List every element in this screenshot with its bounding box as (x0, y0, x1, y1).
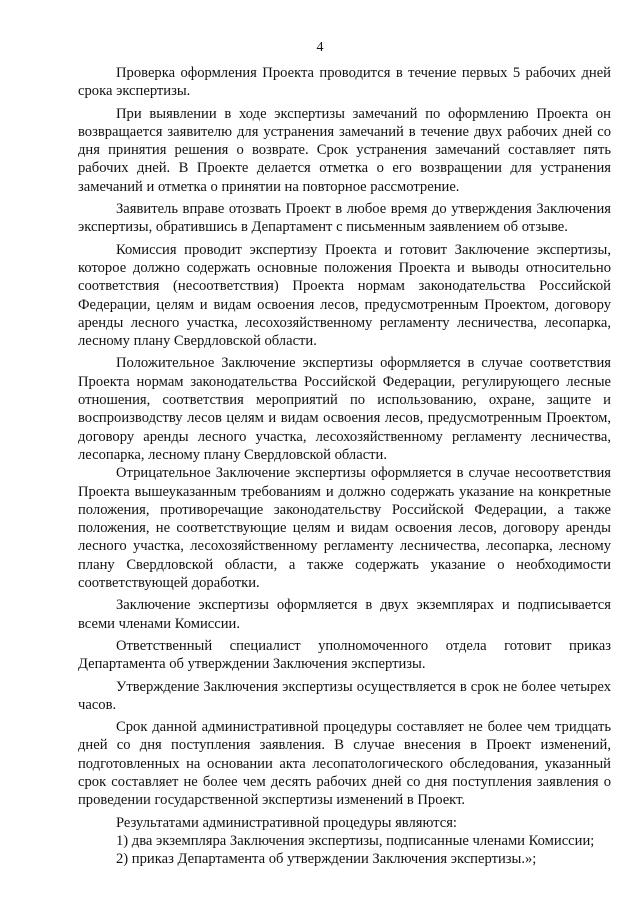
paragraph-withdrawal: Заявитель вправе отозвать Проект в любое время до утверждения Заключения экспертизы, обратившись в Департамент с письменным заявлением об отзыве. (78, 201, 611, 236)
list-item-result-1: 1) два экземпляра Заключения экспертизы, подписанные членами Комиссии; (116, 832, 595, 849)
paragraph-review-format: Проверка оформления Проекта проводится в течение первых 5 рабочих дней срока экспертизы. (78, 65, 611, 100)
paragraph-return-for-remarks: При выявлении в ходе экспертизы замечаний по оформлению Проекта он возвращается заявителю для устранения замечаний в течение двух рабочих дней со дня принятия решения о возврате. Срок устранения замечаний составляет пять рабочих дней. В Проекте делается отметка о его возвращении для устранения замечаний и отметка о принятии на повторное рассмотрение. (78, 105, 611, 195)
document-body (78, 64, 611, 868)
paragraph-results-intro: Результатами административной процедуры являются: (116, 814, 457, 831)
paragraph-procedure-term: Срок данной административной процедуры составляет не более чем тридцать дней со дня поступления заявления. В случае внесения в Проект изменений, подготовленных на основании акта лесопатологического обследования, указанный срок составляет не более чем десять рабочих дней со дня поступления заявления о проведении государственной экспертизы изменений в Проект. (78, 719, 611, 809)
paragraph-approval-term: Утверждение Заключения экспертизы осуществляется в срок не более четырех часов. (78, 678, 611, 713)
paragraph-positive-conclusion: Положительное Заключение экспертизы оформляется в случае соответствия Проекта нормам законодательства Российской Федерации, регулирующего лесные отношения, соответствия мероприятий по использованию, охране, защите и воспроизводству лесов целям и видам освоения лесов, предусмотренным Проектом, договору аренды лесного участка, лесохозяйственному регламенту лесничества, лесопарка, лесному плану Свердловской области. (78, 355, 611, 463)
paragraph-negative-conclusion: Отрицательное Заключение экспертизы оформляется в случае несоответствия Проекта вышеуказанным требованиям и должно содержать указание на конкретные положения, противоречащие законодательству Российской Федерации, а также положения, не соответствующие целям и видам освоения лесов, договору аренды лесного участка, лесохозяйственному регламенту лесничества, лесопарка, лесному плану Свердловской области, а также содержать указание о необходимости соответствующей доработки. (78, 465, 611, 592)
page-number: 4 (316, 40, 324, 55)
paragraph-copies: Заключение экспертизы оформляется в двух экземплярах и подписывается всеми членами Комиссии. (78, 597, 611, 632)
paragraph-commission-review: Комиссия проводит экспертизу Проекта и готовит Заключение экспертизы, которое должно содержать основные положения Проекта и выводы относительно соответствия (несоответствия) Проекта нормам законодательства Российской Федерации, целям и видам освоения лесов, предусмотренным Проектом, договору аренды лесного участка, лесохозяйственному регламенту лесничества, лесопарка, лесному плану Свердловской области. (78, 241, 611, 350)
list-item-result-2: 2) приказ Департамента об утверждении Заключения экспертизы.»; (116, 851, 537, 868)
paragraph-order-preparation: Ответственный специалист уполномоченного отдела готовит приказ Департамента об утверждении Заключения экспертизы. (78, 637, 611, 673)
